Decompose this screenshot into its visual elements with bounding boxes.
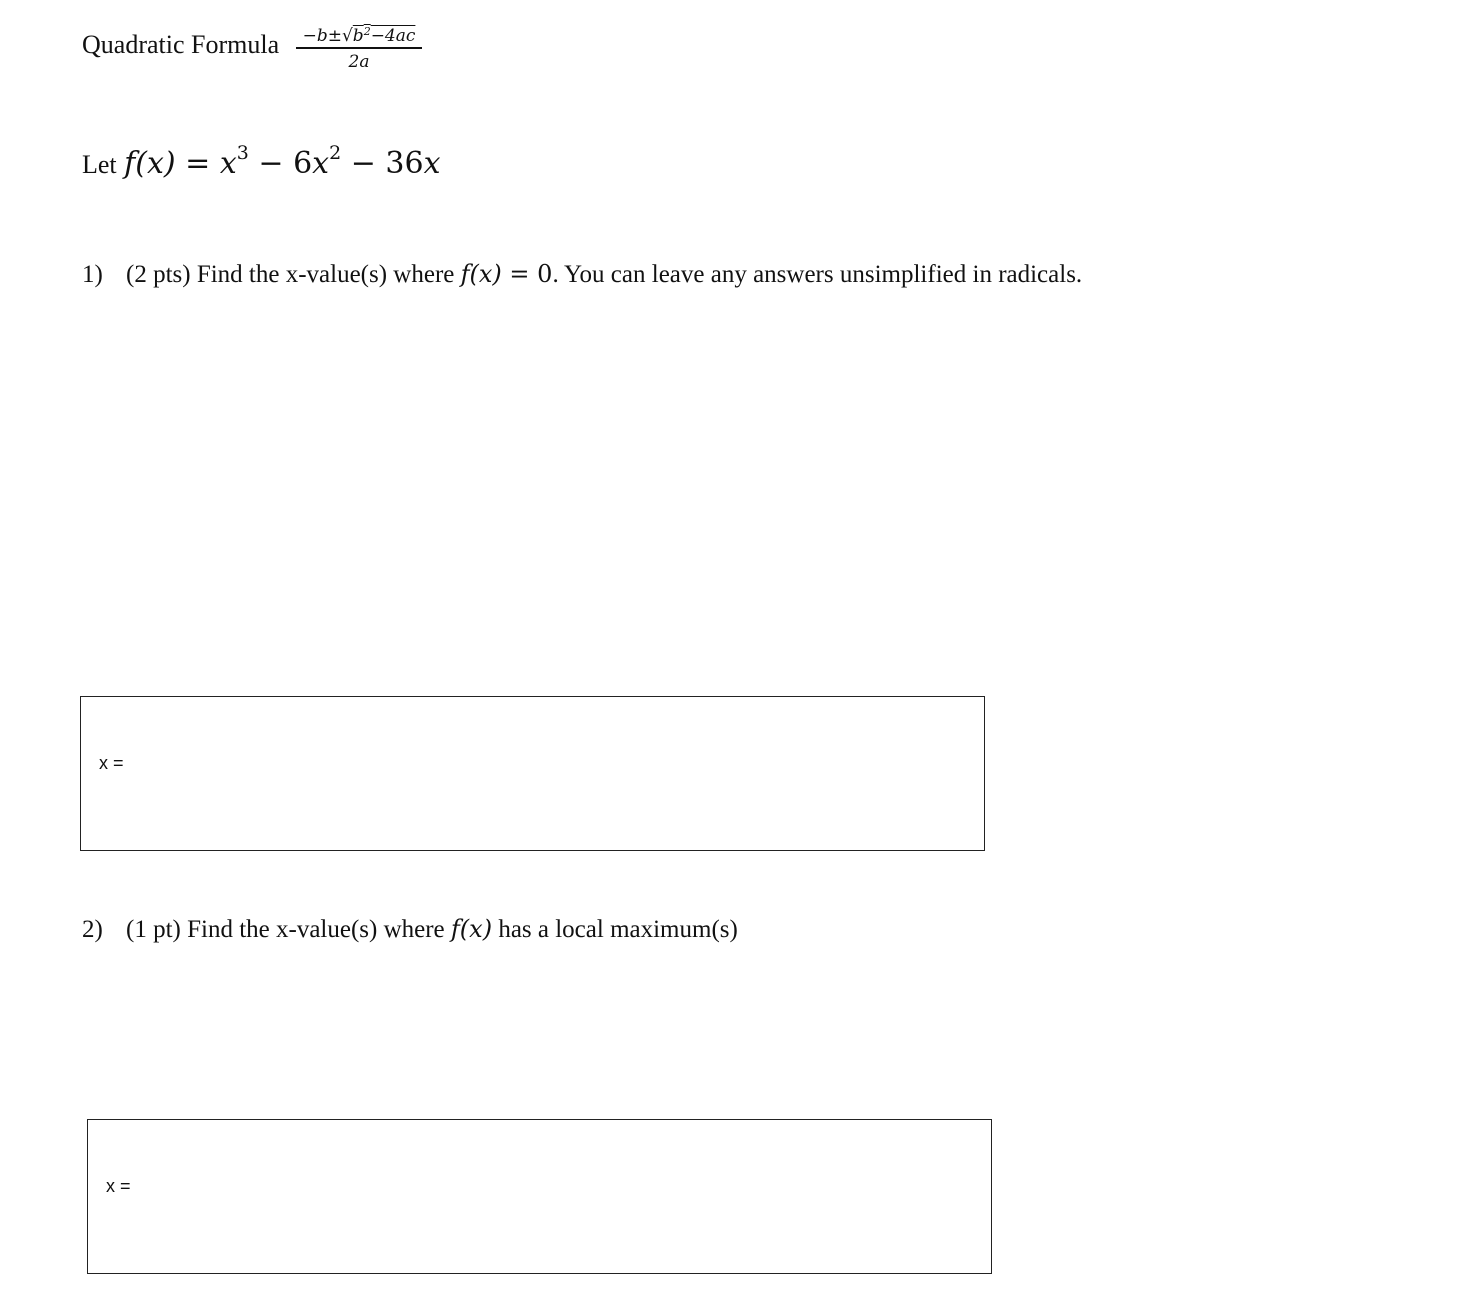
let-word: Let — [82, 150, 117, 179]
question-number: 2) — [82, 916, 103, 943]
question-text: (1 pt) Find the x-value(s) where — [126, 916, 451, 943]
answer-box-1[interactable] — [80, 696, 985, 851]
radicand-exponent: 2 — [363, 25, 371, 38]
f-symbol: f — [124, 146, 136, 181]
quadratic-formula-label: Quadratic Formula — [82, 30, 280, 59]
radicand — [353, 26, 416, 46]
term2-exponent: 2 — [329, 142, 342, 164]
term3-coefficient: 36 — [385, 146, 424, 181]
f-argument: (x) — [459, 915, 493, 943]
function-definition — [82, 142, 441, 187]
f-symbol: f — [450, 915, 460, 943]
minus-sign-2: − — [350, 146, 376, 181]
equals-sign: = — [185, 146, 211, 181]
term3-base: x — [423, 146, 441, 181]
question-number: 1) — [82, 261, 103, 288]
question-2 — [82, 911, 738, 948]
term1-exponent: 3 — [236, 142, 249, 164]
answer-label: x = — [99, 753, 124, 773]
term1-base: x — [219, 146, 237, 181]
equation-rhs: = 0 — [501, 260, 553, 288]
question-text: (2 pts) Find the x-value(s) where — [126, 261, 461, 288]
minus-sign-1: − — [258, 146, 284, 181]
f-argument: (x) — [469, 260, 502, 288]
question-1 — [82, 256, 1082, 293]
radicand-rest: −4ac — [370, 26, 416, 46]
function-expression — [124, 142, 441, 181]
question-text-tail: . You can leave any answers unsimplified in radicals. — [552, 261, 1083, 288]
term2-base: x — [312, 146, 330, 181]
formula-denominator: 2a — [348, 52, 370, 72]
numerator-prefix: −b±√ — [302, 26, 353, 46]
answer-box-2[interactable] — [87, 1119, 992, 1274]
term2-coefficient: 6 — [293, 146, 313, 181]
fraction-bar — [296, 47, 422, 49]
answer-label: x = — [106, 1176, 131, 1196]
formula-numerator — [296, 20, 422, 48]
f-symbol: f — [460, 260, 470, 288]
question-text-tail: has a local maximum(s) — [492, 916, 738, 943]
f-argument: (x) — [135, 146, 176, 181]
radicand-b: b — [352, 26, 364, 46]
